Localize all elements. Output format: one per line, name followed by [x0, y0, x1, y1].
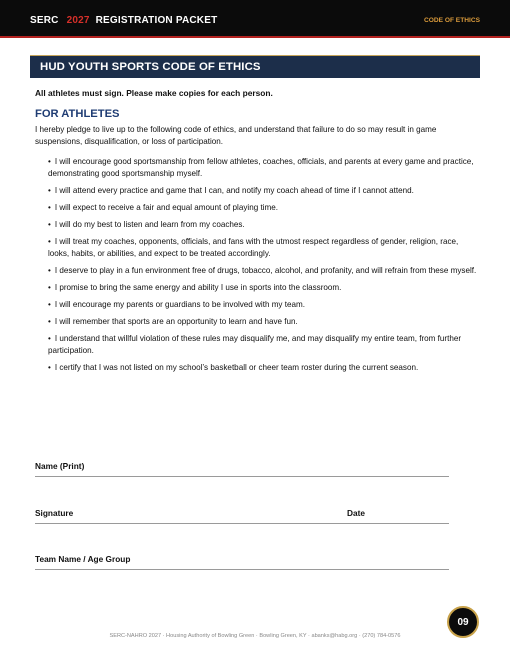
pledge-item: • I certify that I was not listed on my school’s basketball or cheer team roster during the current season.: [48, 363, 419, 372]
header-title: REGISTRATION PACKET: [95, 15, 218, 26]
pledge-item: • I will encourage my parents or guardians to be involved with my team.: [48, 300, 305, 309]
pledge-item: • I deserve to play in a fun environment free of drugs, tobacco, alcohol, and profanity, and will refrain from these myself.: [48, 266, 477, 275]
pledge-item: • I will do my best to listen and learn from my coaches.: [48, 220, 245, 229]
intro-paragraph: I hereby pledge to live up to the following code of ethics, and understand that failure to do so may result in game suspensions, disqualification, or loss of participation.: [35, 125, 437, 146]
signature-label: Signature: [35, 508, 74, 518]
pledge-item: • I promise to bring the same energy and ability I use in sports into the classroom.: [48, 283, 342, 292]
page-number: 09: [457, 617, 469, 628]
header-divider: [0, 36, 510, 38]
pledge-item: • I will remember that sports are an opportunity to learn and have fun.: [48, 317, 298, 326]
instructions-text: All athletes must sign. Please make copies for each person.: [35, 88, 273, 98]
pledge-item: • I will attend every practice and game that I can, and notify my coach ahead of time if I cannot attend.: [48, 186, 414, 195]
header-brand: [30, 15, 217, 26]
name-label: Name (Print): [35, 461, 85, 471]
section-heading: FOR ATHLETES: [35, 108, 120, 120]
header-bar: [0, 0, 510, 36]
pledge-item: • I understand that willful violation of these rules may disqualify me, and may disqualify my entire team, from further participation.: [48, 334, 462, 355]
section-banner: [30, 55, 480, 78]
date-label: Date: [347, 508, 365, 518]
footer-text: SERC-NAHRO 2027 · Housing Authority of Bowling Green · Bowling Green, KY · abanks@habg.org · (270) 784-0576: [109, 633, 401, 639]
name-field[interactable]: [35, 461, 449, 477]
document-tag: CODE OF ETHICS: [423, 17, 480, 24]
signature-field[interactable]: [35, 508, 449, 524]
team-label: Team Name / Age Group: [35, 554, 131, 564]
brand-name: SERC: [30, 15, 59, 26]
page-number-badge: [447, 606, 479, 638]
pledge-item: • I will treat my coaches, opponents, officials, and fans with the utmost respect regardless of gender, religion, race, looks, habits, or abilities, and expect to be treated accordingly.: [48, 237, 459, 258]
pledge-item: • I will encourage good sportsmanship from fellow athletes, coaches, officials, and parents at every game and practice, demonstrating good sportsmanship myself.: [48, 157, 474, 178]
pledge-item: • I will expect to receive a fair and equal amount of playing time.: [48, 203, 278, 212]
brand-year: 2027: [66, 15, 90, 26]
team-field[interactable]: [35, 554, 449, 570]
pledge-list: [48, 156, 478, 379]
banner-title: HUD YOUTH SPORTS CODE OF ETHICS: [40, 61, 261, 73]
